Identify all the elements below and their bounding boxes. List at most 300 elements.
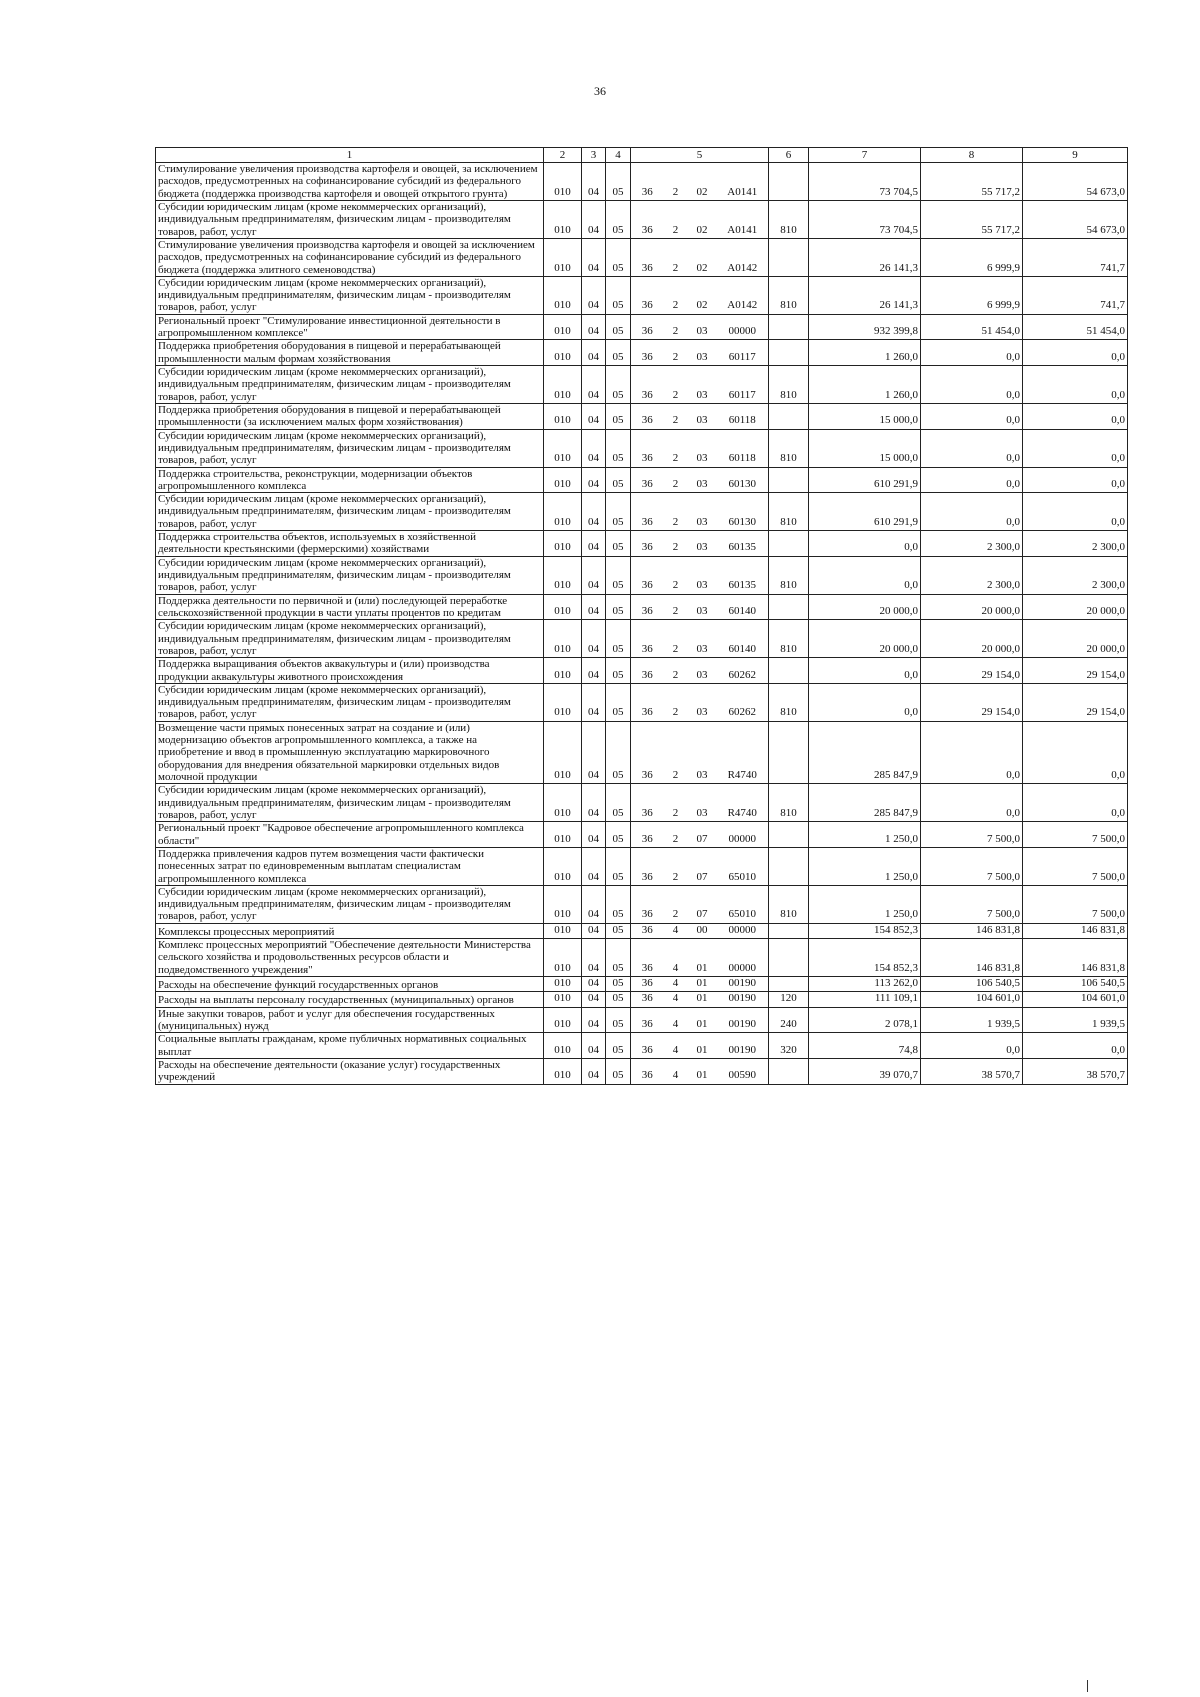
code-rz: 04 (582, 163, 606, 201)
code-csr-program: 36 (631, 658, 664, 684)
code-csr-item: 03 (688, 493, 717, 531)
table-row (156, 620, 1128, 658)
table-row (156, 366, 1128, 404)
table-row (156, 314, 1128, 340)
code-vr: 120 (769, 992, 809, 1007)
amount-col-9: 7 500,0 (1023, 847, 1128, 885)
table-row (156, 276, 1128, 314)
header-col-1: 1 (156, 148, 544, 163)
code-rz: 04 (582, 620, 606, 658)
amount-col-9: 741,7 (1023, 276, 1128, 314)
code-csr-type: 2 (664, 822, 688, 848)
code-rz: 04 (582, 556, 606, 594)
code-csr-type: 2 (664, 493, 688, 531)
code-vr (769, 531, 809, 557)
table-row (156, 556, 1128, 594)
code-rz: 04 (582, 992, 606, 1007)
code-vr: 810 (769, 683, 809, 721)
code-csr-item: 01 (688, 1033, 717, 1059)
code-csr-direction: A0141 (717, 163, 769, 201)
code-pr: 05 (606, 403, 631, 429)
code-gr: 010 (544, 493, 582, 531)
amount-col-7: 154 852,3 (809, 923, 921, 938)
table-row (156, 977, 1128, 992)
amount-col-7: 20 000,0 (809, 594, 921, 620)
code-csr-program: 36 (631, 429, 664, 467)
header-col-2: 2 (544, 148, 582, 163)
code-csr-type: 2 (664, 163, 688, 201)
amount-col-7: 285 847,9 (809, 784, 921, 822)
code-vr (769, 847, 809, 885)
amount-col-8: 6 999,9 (921, 238, 1023, 276)
code-csr-type: 2 (664, 340, 688, 366)
code-csr-direction: 00190 (717, 992, 769, 1007)
code-csr-item: 03 (688, 594, 717, 620)
code-csr-item: 03 (688, 314, 717, 340)
code-vr: 320 (769, 1033, 809, 1059)
code-vr (769, 340, 809, 366)
code-rz: 04 (582, 683, 606, 721)
code-csr-program: 36 (631, 467, 664, 493)
code-csr-item: 03 (688, 366, 717, 404)
code-gr: 010 (544, 658, 582, 684)
code-gr: 010 (544, 200, 582, 238)
page-number: 36 (594, 84, 606, 98)
amount-col-9: 54 673,0 (1023, 163, 1128, 201)
code-csr-item: 02 (688, 200, 717, 238)
amount-col-7: 111 109,1 (809, 992, 921, 1007)
row-name: Поддержка выращивания объектов аквакультуры и (или) производства продукции аквакультуры животного происхождения (156, 658, 544, 684)
amount-col-7: 1 260,0 (809, 340, 921, 366)
amount-col-7: 1 250,0 (809, 847, 921, 885)
code-gr: 010 (544, 556, 582, 594)
code-rz: 04 (582, 822, 606, 848)
code-csr-item: 03 (688, 556, 717, 594)
code-rz: 04 (582, 238, 606, 276)
code-csr-direction: R4740 (717, 784, 769, 822)
code-gr: 010 (544, 314, 582, 340)
row-name: Субсидии юридическим лицам (кроме некоммерческих организаций), индивидуальным предпринимателям, физическим лицам - производителям товаров, работ, услуг (156, 683, 544, 721)
amount-col-8: 0,0 (921, 493, 1023, 531)
amount-col-8: 0,0 (921, 403, 1023, 429)
code-csr-item: 01 (688, 1058, 717, 1084)
code-vr: 810 (769, 885, 809, 923)
code-csr-program: 36 (631, 784, 664, 822)
amount-col-8: 1 939,5 (921, 1007, 1023, 1033)
amount-col-8: 0,0 (921, 721, 1023, 784)
table-row (156, 847, 1128, 885)
code-csr-direction: 60117 (717, 340, 769, 366)
code-csr-program: 36 (631, 923, 664, 938)
code-csr-direction: 60118 (717, 429, 769, 467)
code-vr (769, 403, 809, 429)
amount-col-9: 20 000,0 (1023, 594, 1128, 620)
code-vr: 810 (769, 429, 809, 467)
code-vr (769, 238, 809, 276)
amount-col-8: 104 601,0 (921, 992, 1023, 1007)
code-csr-item: 03 (688, 467, 717, 493)
code-csr-program: 36 (631, 822, 664, 848)
header-col-6: 6 (769, 148, 809, 163)
header-col-8: 8 (921, 148, 1023, 163)
code-vr (769, 977, 809, 992)
code-csr-type: 4 (664, 992, 688, 1007)
code-csr-type: 4 (664, 939, 688, 977)
code-pr: 05 (606, 594, 631, 620)
code-csr-item: 03 (688, 721, 717, 784)
amount-col-8: 0,0 (921, 366, 1023, 404)
code-rz: 04 (582, 531, 606, 557)
table-row (156, 658, 1128, 684)
code-csr-program: 36 (631, 366, 664, 404)
code-vr: 810 (769, 276, 809, 314)
code-rz: 04 (582, 200, 606, 238)
code-pr: 05 (606, 238, 631, 276)
code-rz: 04 (582, 276, 606, 314)
code-csr-program: 36 (631, 683, 664, 721)
code-csr-type: 2 (664, 314, 688, 340)
table-row (156, 992, 1128, 1007)
code-gr: 010 (544, 276, 582, 314)
amount-col-8: 38 570,7 (921, 1058, 1023, 1084)
code-csr-direction: 00000 (717, 822, 769, 848)
code-csr-program: 36 (631, 340, 664, 366)
code-rz: 04 (582, 429, 606, 467)
table-row (156, 467, 1128, 493)
table-body (156, 163, 1128, 1085)
code-csr-direction: 60262 (717, 658, 769, 684)
code-csr-program: 36 (631, 1007, 664, 1033)
code-pr: 05 (606, 939, 631, 977)
code-vr (769, 721, 809, 784)
row-name: Субсидии юридическим лицам (кроме некоммерческих организаций), индивидуальным предпринимателям, физическим лицам - производителям товаров, работ, услуг (156, 784, 544, 822)
amount-col-7: 73 704,5 (809, 163, 921, 201)
row-name: Субсидии юридическим лицам (кроме некоммерческих организаций), индивидуальным предпринимателям, физическим лицам - производителям товаров, работ, услуг (156, 429, 544, 467)
code-pr: 05 (606, 340, 631, 366)
code-vr (769, 163, 809, 201)
code-csr-type: 4 (664, 1058, 688, 1084)
table-row (156, 200, 1128, 238)
code-gr: 010 (544, 163, 582, 201)
table-row (156, 822, 1128, 848)
amount-col-9: 104 601,0 (1023, 992, 1128, 1007)
amount-col-9: 29 154,0 (1023, 683, 1128, 721)
code-csr-item: 03 (688, 340, 717, 366)
code-csr-direction: 60130 (717, 467, 769, 493)
header-row (156, 148, 1128, 163)
code-rz: 04 (582, 721, 606, 784)
table-row (156, 493, 1128, 531)
code-csr-item: 03 (688, 784, 717, 822)
amount-col-9: 146 831,8 (1023, 939, 1128, 977)
code-pr: 05 (606, 531, 631, 557)
code-csr-direction: 00000 (717, 939, 769, 977)
code-gr: 010 (544, 1033, 582, 1059)
amount-col-9: 1 939,5 (1023, 1007, 1128, 1033)
amount-col-9: 38 570,7 (1023, 1058, 1128, 1084)
code-vr: 810 (769, 556, 809, 594)
code-csr-direction: 60140 (717, 594, 769, 620)
code-csr-direction: 60140 (717, 620, 769, 658)
amount-col-7: 26 141,3 (809, 238, 921, 276)
code-rz: 04 (582, 977, 606, 992)
code-pr: 05 (606, 620, 631, 658)
amount-col-8: 55 717,2 (921, 163, 1023, 201)
code-gr: 010 (544, 721, 582, 784)
code-pr: 05 (606, 163, 631, 201)
code-gr: 010 (544, 620, 582, 658)
amount-col-8: 0,0 (921, 429, 1023, 467)
amount-col-9: 0,0 (1023, 721, 1128, 784)
code-rz: 04 (582, 403, 606, 429)
code-vr: 810 (769, 784, 809, 822)
code-csr-type: 2 (664, 366, 688, 404)
amount-col-7: 285 847,9 (809, 721, 921, 784)
code-csr-type: 2 (664, 531, 688, 557)
header-col-4: 4 (606, 148, 631, 163)
code-csr-type: 4 (664, 977, 688, 992)
amount-col-7: 113 262,0 (809, 977, 921, 992)
code-gr: 010 (544, 939, 582, 977)
row-name: Стимулирование увеличения производства картофеля и овощей, за исключением расходов, предусмотренных на софинансирование субсидий из федерального бюджета (поддержка производства картофеля и овощей открытого грунта) (156, 163, 544, 201)
code-csr-program: 36 (631, 556, 664, 594)
table-row (156, 429, 1128, 467)
code-pr: 05 (606, 822, 631, 848)
table-row (156, 340, 1128, 366)
code-gr: 010 (544, 847, 582, 885)
code-vr (769, 314, 809, 340)
table-row (156, 923, 1128, 938)
code-vr (769, 658, 809, 684)
code-csr-program: 36 (631, 403, 664, 429)
code-gr: 010 (544, 822, 582, 848)
code-csr-item: 01 (688, 977, 717, 992)
amount-col-9: 7 500,0 (1023, 885, 1128, 923)
code-csr-direction: 60135 (717, 531, 769, 557)
amount-col-9: 2 300,0 (1023, 531, 1128, 557)
code-csr-item: 02 (688, 238, 717, 276)
table-row (156, 594, 1128, 620)
code-csr-program: 36 (631, 977, 664, 992)
code-vr (769, 1058, 809, 1084)
code-vr: 810 (769, 493, 809, 531)
table-row (156, 683, 1128, 721)
code-csr-type: 2 (664, 467, 688, 493)
scan-mark (1087, 1680, 1088, 1692)
budget-table (155, 147, 1128, 1085)
code-pr: 05 (606, 429, 631, 467)
code-gr: 010 (544, 429, 582, 467)
code-csr-program: 36 (631, 721, 664, 784)
amount-col-9: 7 500,0 (1023, 822, 1128, 848)
code-csr-program: 36 (631, 238, 664, 276)
code-pr: 05 (606, 992, 631, 1007)
code-rz: 04 (582, 340, 606, 366)
code-csr-item: 01 (688, 992, 717, 1007)
code-csr-type: 2 (664, 429, 688, 467)
row-name: Поддержка строительства, реконструкции, модернизации объектов агропромышленного комплекса (156, 467, 544, 493)
code-csr-program: 36 (631, 885, 664, 923)
table-row (156, 1033, 1128, 1059)
code-pr: 05 (606, 683, 631, 721)
amount-col-9: 0,0 (1023, 403, 1128, 429)
code-pr: 05 (606, 314, 631, 340)
amount-col-7: 0,0 (809, 531, 921, 557)
row-name: Региональный проект "Кадровое обеспечение агропромышленного комплекса области" (156, 822, 544, 848)
row-name: Социальные выплаты гражданам, кроме публичных нормативных социальных выплат (156, 1033, 544, 1059)
code-gr: 010 (544, 531, 582, 557)
code-csr-item: 07 (688, 822, 717, 848)
code-csr-type: 4 (664, 923, 688, 938)
amount-col-7: 1 250,0 (809, 822, 921, 848)
code-rz: 04 (582, 314, 606, 340)
code-gr: 010 (544, 923, 582, 938)
amount-col-8: 7 500,0 (921, 847, 1023, 885)
header-col-5: 5 (631, 148, 769, 163)
code-vr (769, 923, 809, 938)
code-csr-program: 36 (631, 847, 664, 885)
code-csr-item: 01 (688, 1007, 717, 1033)
table-row (156, 939, 1128, 977)
code-gr: 010 (544, 885, 582, 923)
code-csr-direction: 00000 (717, 314, 769, 340)
code-rz: 04 (582, 467, 606, 493)
row-name: Комплексы процессных мероприятий (156, 923, 544, 938)
amount-col-9: 0,0 (1023, 493, 1128, 531)
row-name: Комплекс процессных мероприятий "Обеспечение деятельности Министерства сельского хозяйства и продовольственных ресурсов области и подведомственного учреждения" (156, 939, 544, 977)
header-col-3: 3 (582, 148, 606, 163)
code-pr: 05 (606, 200, 631, 238)
amount-col-9: 20 000,0 (1023, 620, 1128, 658)
code-vr: 810 (769, 620, 809, 658)
table-row (156, 885, 1128, 923)
table-row (156, 1058, 1128, 1084)
code-gr: 010 (544, 784, 582, 822)
row-name: Субсидии юридическим лицам (кроме некоммерческих организаций), индивидуальным предпринимателям, физическим лицам - производителям товаров, работ, услуг (156, 200, 544, 238)
code-csr-type: 2 (664, 594, 688, 620)
row-name: Субсидии юридическим лицам (кроме некоммерческих организаций), индивидуальным предпринимателям, физическим лицам - производителям товаров, работ, услуг (156, 556, 544, 594)
code-csr-direction: 60117 (717, 366, 769, 404)
code-rz: 04 (582, 658, 606, 684)
code-csr-type: 4 (664, 1033, 688, 1059)
code-pr: 05 (606, 1058, 631, 1084)
code-rz: 04 (582, 784, 606, 822)
row-name: Субсидии юридическим лицам (кроме некоммерческих организаций), индивидуальным предпринимателям, физическим лицам - производителям товаров, работ, услуг (156, 276, 544, 314)
code-gr: 010 (544, 403, 582, 429)
code-csr-direction: A0141 (717, 200, 769, 238)
amount-col-9: 54 673,0 (1023, 200, 1128, 238)
code-gr: 010 (544, 467, 582, 493)
code-csr-type: 2 (664, 556, 688, 594)
code-csr-program: 36 (631, 163, 664, 201)
code-pr: 05 (606, 658, 631, 684)
amount-col-8: 146 831,8 (921, 923, 1023, 938)
code-csr-item: 02 (688, 276, 717, 314)
code-pr: 05 (606, 1007, 631, 1033)
amount-col-7: 74,8 (809, 1033, 921, 1059)
code-pr: 05 (606, 1033, 631, 1059)
amount-col-8: 6 999,9 (921, 276, 1023, 314)
code-rz: 04 (582, 1007, 606, 1033)
code-rz: 04 (582, 1058, 606, 1084)
amount-col-9: 0,0 (1023, 467, 1128, 493)
code-pr: 05 (606, 721, 631, 784)
amount-col-7: 15 000,0 (809, 429, 921, 467)
amount-col-8: 0,0 (921, 467, 1023, 493)
amount-col-7: 2 078,1 (809, 1007, 921, 1033)
code-csr-direction: 65010 (717, 885, 769, 923)
code-pr: 05 (606, 977, 631, 992)
code-csr-item: 03 (688, 683, 717, 721)
code-csr-item: 03 (688, 620, 717, 658)
code-csr-item: 01 (688, 939, 717, 977)
code-pr: 05 (606, 276, 631, 314)
code-csr-program: 36 (631, 276, 664, 314)
row-name: Иные закупки товаров, работ и услуг для обеспечения государственных (муниципальных) нужд (156, 1007, 544, 1033)
amount-col-8: 0,0 (921, 340, 1023, 366)
amount-col-8: 7 500,0 (921, 822, 1023, 848)
code-gr: 010 (544, 977, 582, 992)
code-vr: 810 (769, 200, 809, 238)
code-csr-direction: 00000 (717, 923, 769, 938)
code-csr-program: 36 (631, 620, 664, 658)
table-row (156, 1007, 1128, 1033)
amount-col-9: 146 831,8 (1023, 923, 1128, 938)
amount-col-7: 610 291,9 (809, 467, 921, 493)
row-name: Поддержка привлечения кадров путем возмещения части фактически понесенных затрат по единовременным выплатам специалистам агропромышленного комплекса (156, 847, 544, 885)
code-csr-item: 03 (688, 658, 717, 684)
code-csr-program: 36 (631, 992, 664, 1007)
row-name: Расходы на обеспечение функций государственных органов (156, 977, 544, 992)
code-gr: 010 (544, 366, 582, 404)
code-csr-direction: 65010 (717, 847, 769, 885)
header-col-7: 7 (809, 148, 921, 163)
amount-col-8: 106 540,5 (921, 977, 1023, 992)
amount-col-8: 51 454,0 (921, 314, 1023, 340)
code-pr: 05 (606, 493, 631, 531)
code-csr-program: 36 (631, 594, 664, 620)
code-rz: 04 (582, 594, 606, 620)
amount-col-9: 0,0 (1023, 429, 1128, 467)
amount-col-8: 55 717,2 (921, 200, 1023, 238)
code-csr-item: 03 (688, 429, 717, 467)
amount-col-7: 932 399,8 (809, 314, 921, 340)
row-name: Субсидии юридическим лицам (кроме некоммерческих организаций), индивидуальным предпринимателям, физическим лицам - производителям товаров, работ, услуг (156, 493, 544, 531)
code-csr-item: 02 (688, 163, 717, 201)
row-name: Субсидии юридическим лицам (кроме некоммерческих организаций), индивидуальным предпринимателям, физическим лицам - производителям товаров, работ, услуг (156, 366, 544, 404)
table-row (156, 238, 1128, 276)
amount-col-8: 2 300,0 (921, 556, 1023, 594)
code-pr: 05 (606, 923, 631, 938)
amount-col-7: 0,0 (809, 658, 921, 684)
amount-col-9: 0,0 (1023, 340, 1128, 366)
amount-col-9: 741,7 (1023, 238, 1128, 276)
code-pr: 05 (606, 467, 631, 493)
amount-col-9: 0,0 (1023, 784, 1128, 822)
code-gr: 010 (544, 1058, 582, 1084)
code-gr: 010 (544, 594, 582, 620)
code-rz: 04 (582, 847, 606, 885)
amount-col-7: 26 141,3 (809, 276, 921, 314)
code-csr-item: 03 (688, 403, 717, 429)
amount-col-7: 0,0 (809, 556, 921, 594)
code-csr-direction: A0142 (717, 276, 769, 314)
code-vr (769, 939, 809, 977)
amount-col-8: 20 000,0 (921, 620, 1023, 658)
table-row (156, 531, 1128, 557)
row-name: Поддержка приобретения оборудования в пищевой и перерабатывающей промышленности малым формам хозяйствования (156, 340, 544, 366)
amount-col-9: 51 454,0 (1023, 314, 1128, 340)
